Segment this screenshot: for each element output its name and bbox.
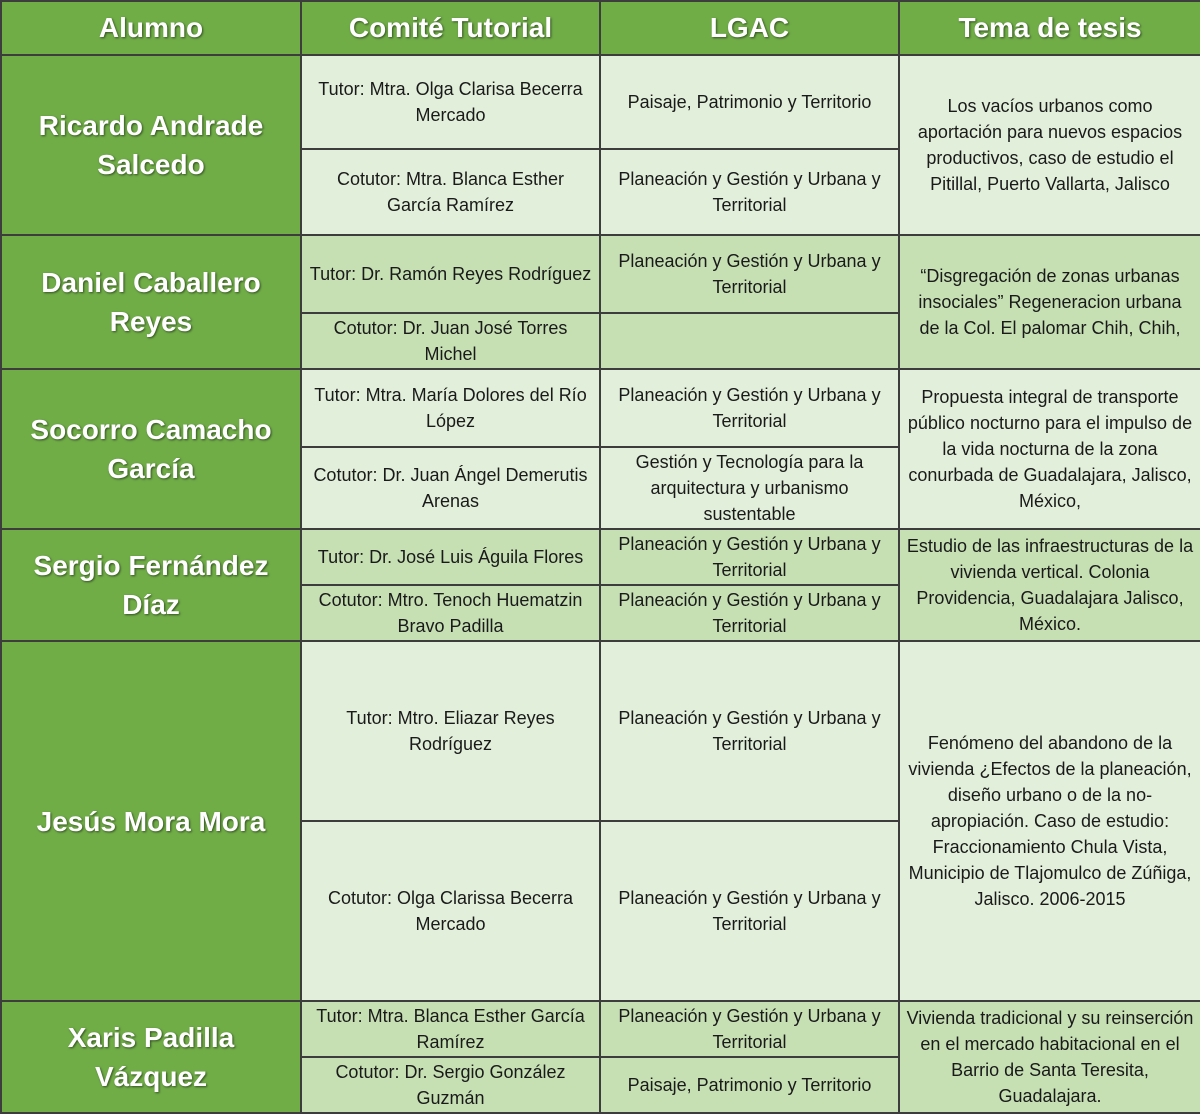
- tutor-cell: Tutor: Mtra. María Dolores del Río López: [301, 369, 600, 447]
- tutor-cell: Tutor: Dr. José Luis Águila Flores: [301, 529, 600, 585]
- header-comite-tutorial: Comité Tutorial: [301, 1, 600, 55]
- cotutor-cell: Cotutor: Dr. Juan José Torres Michel: [301, 313, 600, 369]
- lgac-cell: Paisaje, Patrimonio y Territorio: [600, 55, 899, 149]
- lgac-cell: Planeación y Gestión y Urbana y Territorial: [600, 235, 899, 313]
- lgac-cell: Planeación y Gestión y Urbana y Territorial: [600, 1001, 899, 1057]
- header-alumno: Alumno: [1, 1, 301, 55]
- cotutor-cell: Cotutor: Dr. Juan Ángel Demerutis Arenas: [301, 447, 600, 529]
- tutor-row: [1, 55, 1200, 149]
- student-group: [1, 235, 1200, 369]
- tutor-row: [1, 369, 1200, 447]
- lgac-cell: [600, 313, 899, 369]
- thesis-topic: “Disgregación de zonas urbanas insociales” Regeneracion urbana de la Col. El palomar Chih, Chih,: [899, 235, 1200, 369]
- student-name: Daniel Caballero Reyes: [1, 235, 301, 369]
- thesis-topic: Propuesta integral de transporte público nocturno para el impulso de la vida nocturna de la zona conurbada de Guadalajara, Jalisco, México,: [899, 369, 1200, 529]
- thesis-topic: Los vacíos urbanos como aportación para nuevos espacios productivos, caso de estudio el Pitillal, Puerto Vallarta, Jalisco: [899, 55, 1200, 235]
- student-group: [1, 529, 1200, 641]
- student-name: Jesús Mora Mora: [1, 641, 301, 1001]
- cotutor-cell: Cotutor: Dr. Sergio González Guzmán: [301, 1057, 600, 1113]
- student-name: Sergio Fernández Díaz: [1, 529, 301, 641]
- lgac-cell: Planeación y Gestión y Urbana y Territorial: [600, 149, 899, 235]
- lgac-cell: Planeación y Gestión y Urbana y Territorial: [600, 821, 899, 1001]
- lgac-cell: Gestión y Tecnología para la arquitectura y urbanismo sustentable: [600, 447, 899, 529]
- tutor-row: [1, 1001, 1200, 1057]
- thesis-topic: Fenómeno del abandono de la vivienda ¿Efectos de la planeación, diseño urbano o de la no-apropiación. Caso de estudio: Fraccionamiento Chula Vista, Municipio de Tlajomulco de Zúñiga, Jalisco. 2006-2015: [899, 641, 1200, 1001]
- tutor-cell: Tutor: Mtro. Eliazar Reyes Rodríguez: [301, 641, 600, 821]
- student-name: Ricardo Andrade Salcedo: [1, 55, 301, 235]
- tutor-row: [1, 641, 1200, 821]
- lgac-cell: Planeación y Gestión y Urbana y Territorial: [600, 369, 899, 447]
- tutor-row: [1, 235, 1200, 313]
- header-row: [1, 1, 1200, 55]
- student-name: Xaris Padilla Vázquez: [1, 1001, 301, 1113]
- lgac-cell: Planeación y Gestión y Urbana y Territorial: [600, 585, 899, 641]
- tutor-cell: Tutor: Dr. Ramón Reyes Rodríguez: [301, 235, 600, 313]
- student-group: [1, 55, 1200, 235]
- student-group: [1, 1001, 1200, 1113]
- thesis-topic: Vivienda tradicional y su reinserción en el mercado habitacional en el Barrio de Santa Teresita, Guadalajara.: [899, 1001, 1200, 1113]
- cotutor-cell: Cotutor: Mtra. Blanca Esther García Ramírez: [301, 149, 600, 235]
- student-group: [1, 641, 1200, 1001]
- thesis-topic: Estudio de las infraestructuras de la vivienda vertical. Colonia Providencia, Guadalajara Jalisco, México.: [899, 529, 1200, 641]
- lgac-cell: Planeación y Gestión y Urbana y Territorial: [600, 641, 899, 821]
- cotutor-cell: Cotutor: Olga Clarissa Becerra Mercado: [301, 821, 600, 1001]
- tutor-row: [1, 529, 1200, 585]
- lgac-cell: Planeación y Gestión y Urbana y Territorial: [600, 529, 899, 585]
- lgac-cell: Paisaje, Patrimonio y Territorio: [600, 1057, 899, 1113]
- header-lgac: LGAC: [600, 1, 899, 55]
- tutor-cell: Tutor: Mtra. Olga Clarisa Becerra Mercado: [301, 55, 600, 149]
- header-tema-de-tesis: Tema de tesis: [899, 1, 1200, 55]
- student-name: Socorro Camacho García: [1, 369, 301, 529]
- student-group: [1, 369, 1200, 529]
- cotutor-cell: Cotutor: Mtro. Tenoch Huematzin Bravo Padilla: [301, 585, 600, 641]
- tutor-cell: Tutor: Mtra. Blanca Esther García Ramírez: [301, 1001, 600, 1057]
